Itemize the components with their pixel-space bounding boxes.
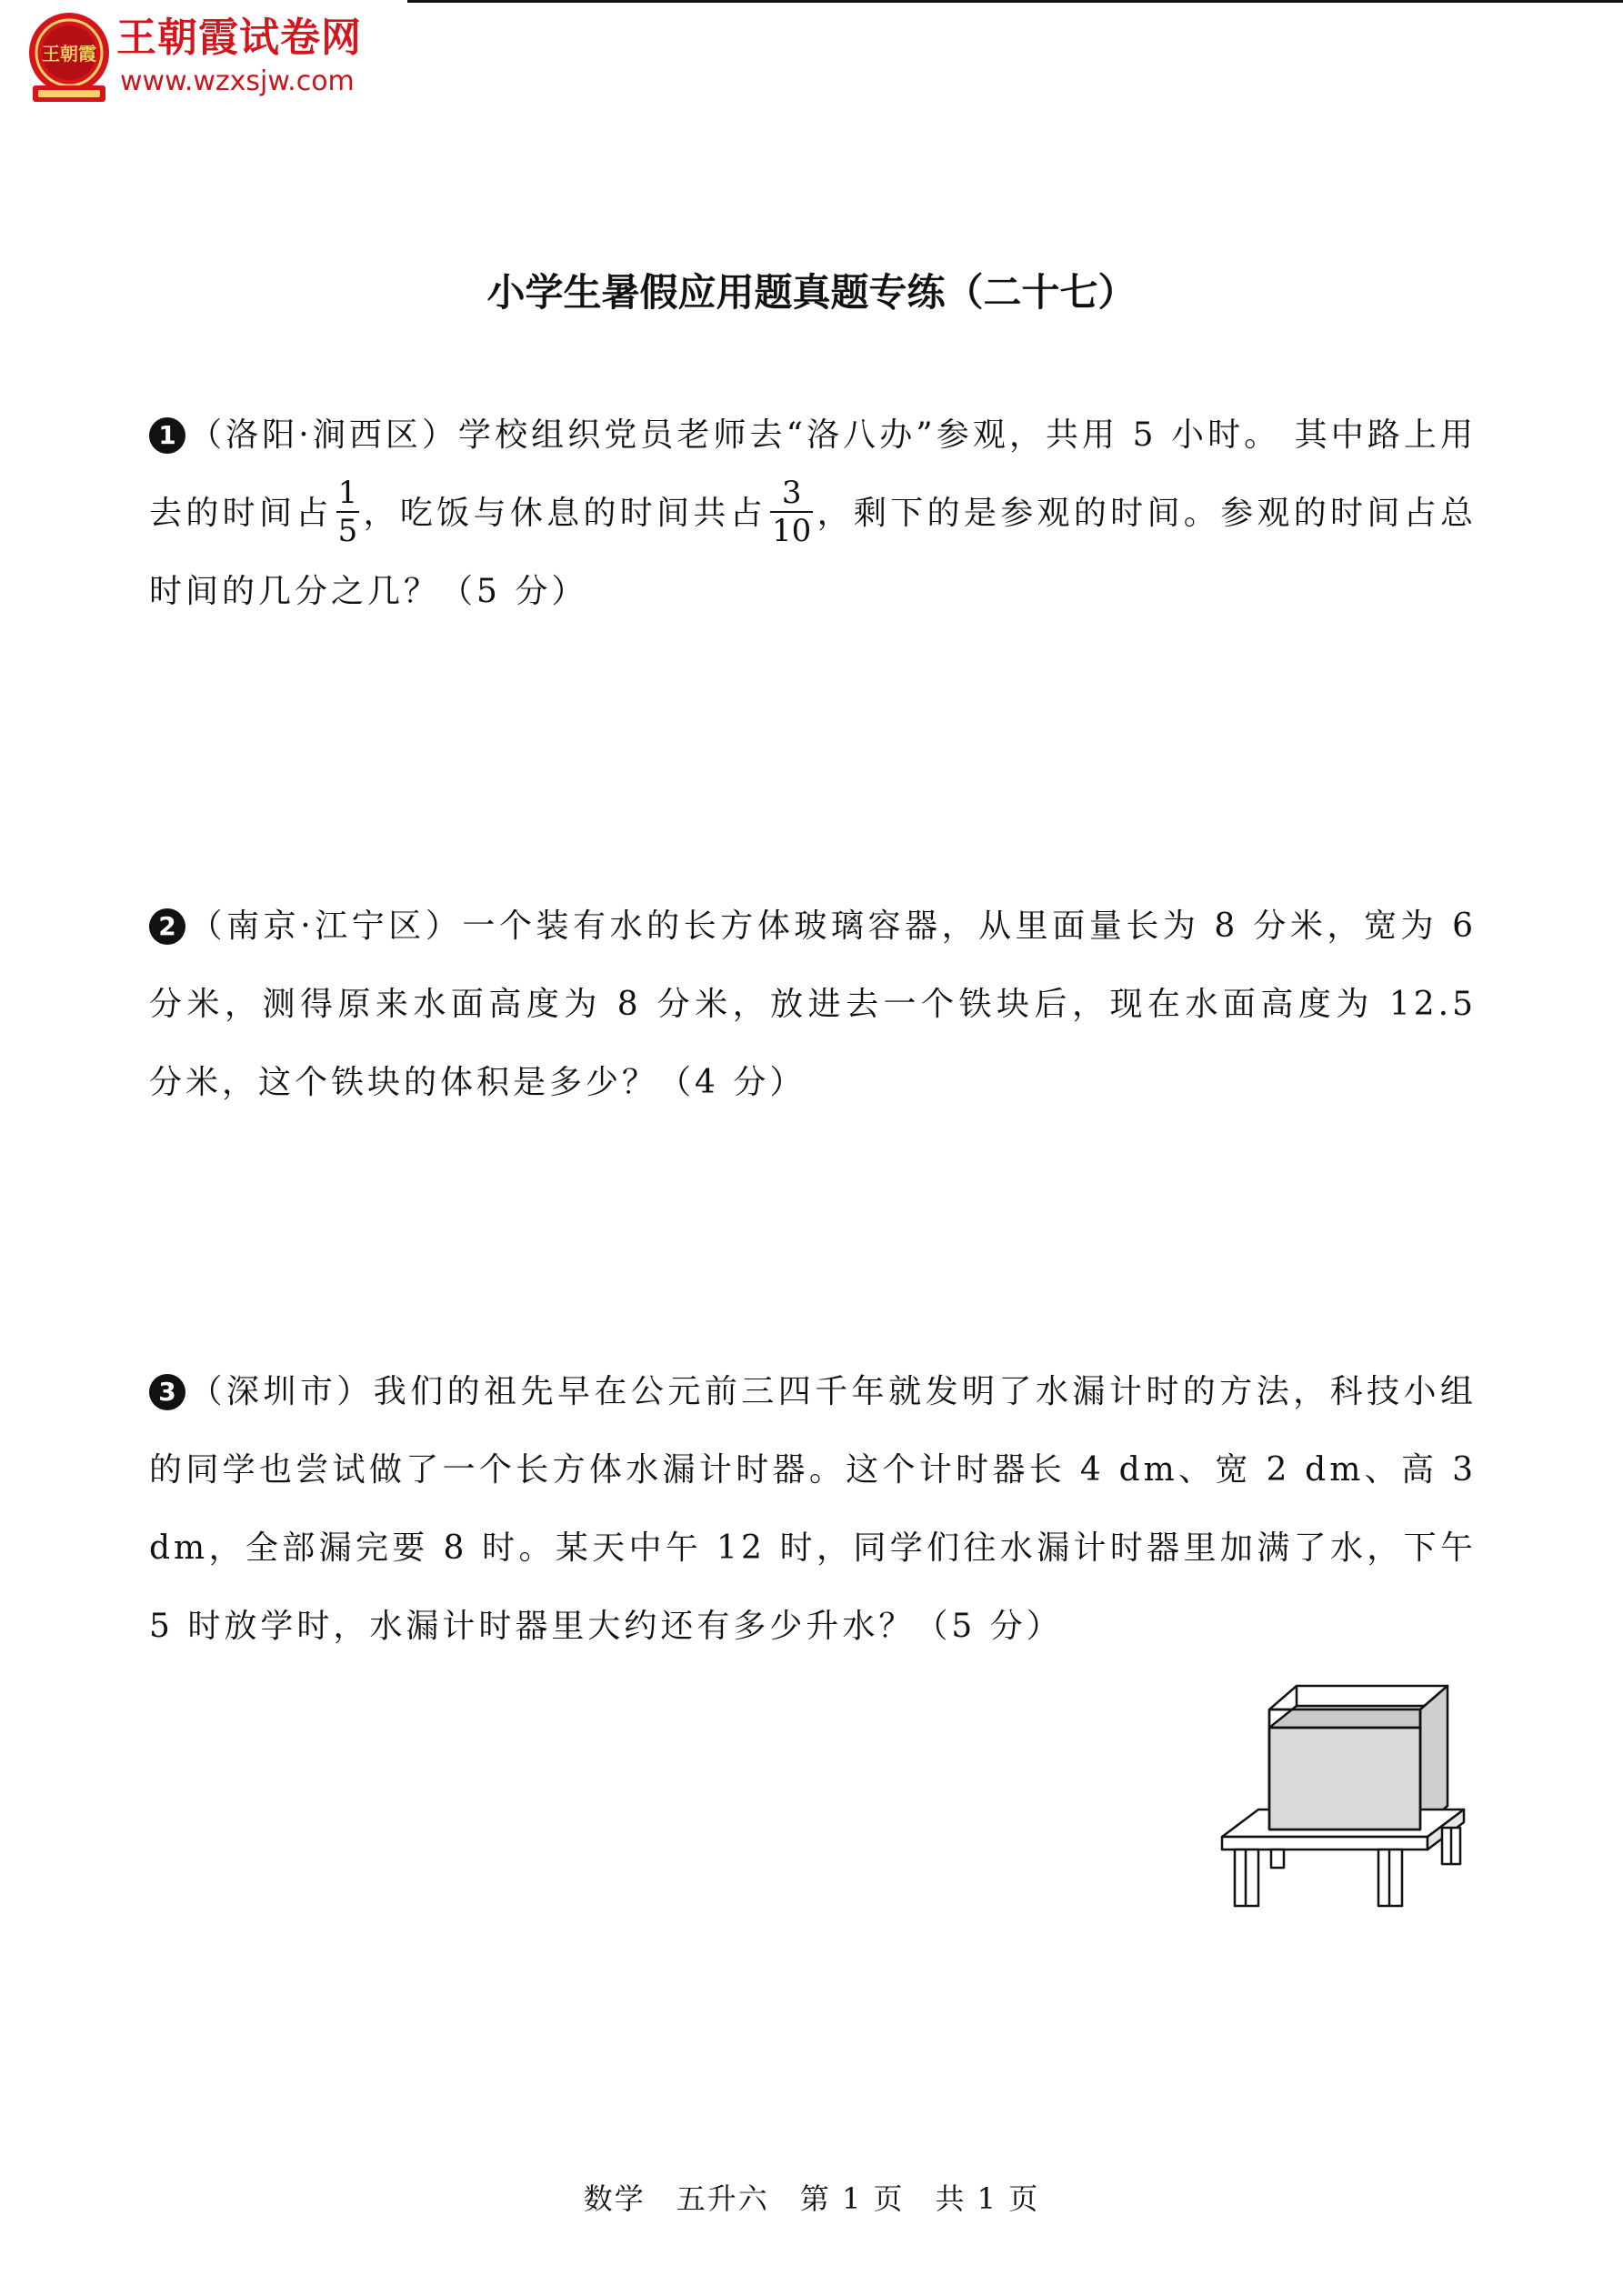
svg-text:王朝霞: 王朝霞 (42, 43, 96, 65)
site-url[interactable]: www.wzxsjw.com (120, 65, 355, 97)
question-text: （洛阳·涧西区）学校组织党员老师去“洛八办”参观，共用 5 小时。 其中路上用去的时间占 (149, 416, 1477, 532)
fraction (336, 475, 360, 549)
question-2 (149, 887, 1477, 1122)
question-text: ，吃饭与休息的时间共占 (363, 495, 767, 532)
site-name: 王朝霞试卷网 (116, 15, 362, 61)
question-1 (149, 396, 1477, 631)
fraction-numerator: 3 (770, 475, 813, 513)
page-footer: 数学 五升六 第 1 页 共 1 页 (583, 2181, 1040, 2216)
question-text: （南京·江宁区）一个装有水的长方体玻璃容器，从里面量长为 8 分米，宽为 6 分米，测得原来水面高度为 8 分米，放进去一个铁块后，现在水面高度为 12.5 分米，这个铁块的体积是多少？（4 分） (149, 907, 1477, 1101)
question-text: ，剩下的是参观的时间。参观的时间占总时间的几分之几？（5 分） (149, 495, 1477, 610)
page-title: 小学生暑假应用题真题专练（二十七） (486, 270, 1137, 315)
header-rule (407, 0, 1623, 3)
question-number-badge: 1 (149, 417, 185, 454)
question-number-badge: 2 (149, 908, 185, 945)
question-3 (149, 1353, 1477, 1666)
question-number-badge: 3 (149, 1374, 185, 1410)
fraction-denominator: 10 (772, 513, 812, 549)
fraction-denominator: 5 (337, 513, 358, 549)
site-logo[interactable] (25, 9, 407, 109)
fraction (770, 475, 813, 549)
question-text: （深圳市）我们的祖先早在公元前三四千年就发明了水漏计时的方法，科技小组的同学也尝试做了一个长方体水漏计时器。这个计时器长 4 dm、宽 2 dm、高 3 dm，全部漏完要 8 时。某天中午 12 时，同学们往水漏计时器里加满了水，下午 5 时放学时，水漏计时器里大约还有多少升水？（5 分） (149, 1373, 1477, 1645)
water-clock-on-table-icon (1218, 1682, 1491, 1910)
fraction-numerator: 1 (337, 475, 358, 511)
seal-emblem-icon (25, 9, 113, 105)
